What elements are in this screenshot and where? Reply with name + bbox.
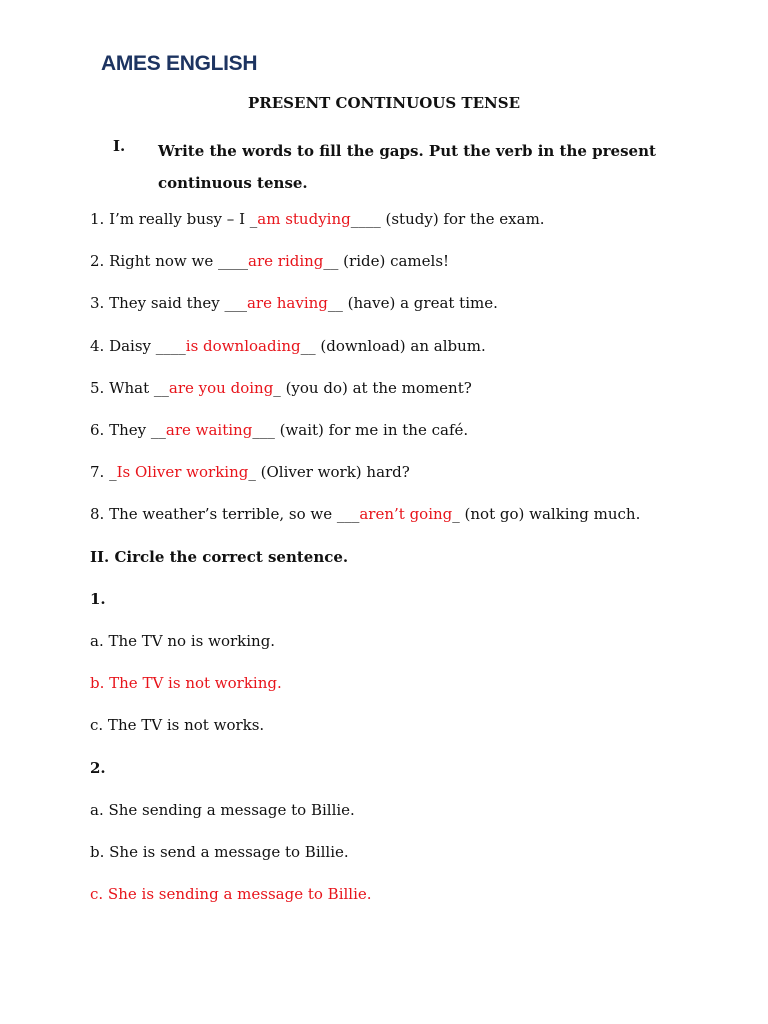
question-2-option-c: c. She is sending a message to Billie. xyxy=(90,885,372,903)
exercise-item-1 xyxy=(90,210,545,228)
item-answer: are waiting xyxy=(165,421,253,439)
section-1-instruction: Write the words to fill the gaps. Put the verb in the present continuous tense. xyxy=(158,142,656,192)
question-1-option-c: c. The TV is not works. xyxy=(90,716,265,734)
item-text-after: __ (ride) camels! xyxy=(323,252,450,270)
section-2-heading: II. Circle the correct sentence. xyxy=(90,548,349,566)
item-text-after: _ (you do) at the moment? xyxy=(273,379,472,397)
item-text-after: ___ (wait) for me in the café. xyxy=(252,421,469,439)
item-text-after: __ (have) a great time. xyxy=(327,294,498,312)
exercise-item-3 xyxy=(90,294,498,312)
item-answer: am studying xyxy=(257,210,351,228)
item-answer: are you doing xyxy=(168,379,274,397)
exercise-item-7 xyxy=(90,463,410,481)
item-text-before: 4. Daisy ____ xyxy=(90,337,186,355)
item-answer: are having xyxy=(246,294,328,312)
exercise-item-8 xyxy=(90,505,640,523)
question-2-option-a: a. She sending a message to Billie. xyxy=(90,801,355,819)
item-text-before: 3. They said they ___ xyxy=(90,294,247,312)
item-answer: are riding xyxy=(248,252,324,270)
exercise-item-5 xyxy=(90,379,472,397)
item-answer: is downloading xyxy=(185,337,301,355)
item-answer: Is Oliver working xyxy=(116,463,249,481)
item-text-before: 6. They __ xyxy=(90,421,166,439)
item-text-before: 2. Right now we ____ xyxy=(90,252,249,270)
section-1-number: I. xyxy=(113,137,126,155)
item-text-before: 7. _ xyxy=(90,463,117,481)
item-text-after: ____ (study) for the exam. xyxy=(350,210,545,228)
question-1-option-b: b. The TV is not working. xyxy=(90,674,282,692)
exercise-item-2 xyxy=(90,252,449,270)
question-2-number: 2. xyxy=(90,759,106,777)
item-text-before: 8. The weather’s terrible, so we ___ xyxy=(90,505,360,523)
ames-english-logo: AMES ENGLISH xyxy=(101,52,258,75)
item-text-before: 5. What __ xyxy=(90,379,169,397)
item-text-after: _ (not go) walking much. xyxy=(452,505,641,523)
exercise-item-6 xyxy=(90,421,468,439)
item-text-before: 1. I’m really busy – I _ xyxy=(90,210,258,228)
question-1-option-a: a. The TV no is working. xyxy=(90,632,276,650)
item-text-after: _ (Oliver work) hard? xyxy=(248,463,410,481)
exercise-item-4 xyxy=(90,337,486,355)
question-1-number: 1. xyxy=(90,590,106,608)
item-text-after: __ (download) an album. xyxy=(300,337,486,355)
item-answer: aren’t going xyxy=(359,505,453,523)
page-title: PRESENT CONTINUOUS TENSE xyxy=(248,94,520,112)
question-2-option-b: b. She is send a message to Billie. xyxy=(90,843,349,861)
